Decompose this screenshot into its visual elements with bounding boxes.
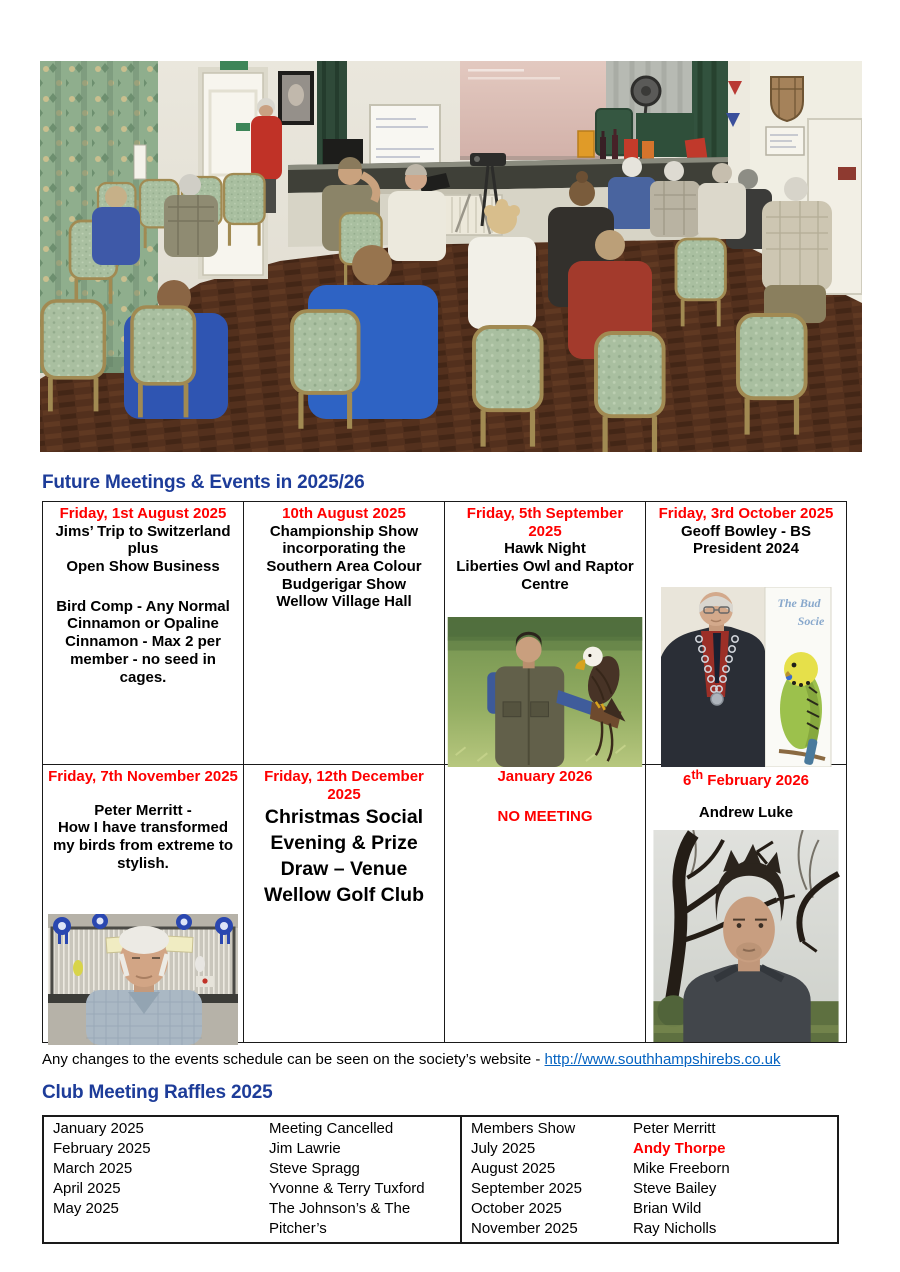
hawk-night-photo: [446, 617, 644, 767]
events-table: [42, 501, 847, 1043]
raffle-row: [44, 1119, 460, 1139]
event-cell-aug10: [244, 502, 445, 765]
raffle-month: April 2025: [53, 1180, 121, 1197]
event-paragraph: Christmas Social Evening & Prize Draw – Venue Wellow Golf Club: [264, 806, 424, 906]
event-paragraph: Bird Comp - Any Normal Cinnamon or Opaline Cinnamon - Max 2 per member - no seed in cages.: [56, 597, 230, 686]
event-line: Wellow Village Hall: [276, 593, 412, 611]
raffle-winner: Jim Lawrie: [269, 1140, 341, 1157]
raffle-winner: Steve Bailey: [633, 1180, 717, 1197]
raffles-table: [42, 1115, 839, 1244]
peter-merritt-photo: [47, 914, 239, 1045]
raffle-month: November 2025: [471, 1220, 578, 1237]
raffle-row: [462, 1119, 837, 1139]
raffle-month: July 2025: [471, 1140, 536, 1157]
raffle-winner-highlighted: Andy Thorpe: [633, 1140, 726, 1157]
event-line: Open Show Business: [66, 558, 220, 576]
event-cell-sep5: [445, 502, 646, 765]
banner-text: The Bud: [777, 596, 821, 610]
raffle-row: [44, 1179, 460, 1199]
event-paragraph: Championship Show incorporating the Southern Area Colour Budgerigar Show: [266, 522, 422, 593]
event-cell-oct3: [646, 502, 847, 765]
event-date: Friday, 5th September 2025: [466, 505, 624, 540]
raffle-winner: Steve Spragg: [269, 1160, 360, 1177]
raffles-left-column: [44, 1117, 462, 1242]
note-text: Any changes to the events schedule can be seen on the society’s website -: [42, 1051, 545, 1068]
event-line: Jims’ Trip to Switzerland: [55, 522, 231, 540]
banner-text: Socie: [797, 614, 825, 628]
event-date: 6th February 2026: [682, 768, 810, 789]
raffle-row: [44, 1159, 460, 1179]
raffle-row: [44, 1139, 460, 1159]
event-date: Friday, 3rd October 2025: [658, 505, 834, 522]
raffles-right-column: [462, 1117, 837, 1242]
event-line: plus: [127, 540, 159, 558]
hall-photo-illustration: [40, 61, 862, 452]
raffle-row: [462, 1159, 837, 1179]
raffle-winner: Brian Wild: [633, 1200, 702, 1217]
event-paragraph: How I have transformed my birds from extreme to stylish.: [52, 819, 234, 872]
raffle-winner: Ray Nicholls: [633, 1220, 717, 1237]
raffle-month: February 2025: [53, 1140, 151, 1157]
event-cell-nov7: [43, 765, 244, 1043]
event-cell-feb2026: [646, 765, 847, 1043]
geoff-bowley-photo: [660, 587, 832, 767]
event-date: 10th August 2025: [282, 505, 406, 522]
raffle-month: October 2025: [471, 1200, 562, 1217]
event-line: Hawk Night: [504, 540, 586, 558]
raffle-month: March 2025: [53, 1160, 133, 1177]
raffle-month: Members Show: [471, 1120, 576, 1137]
raffle-winner: Mike Freeborn: [633, 1160, 730, 1177]
raffle-row: [462, 1179, 837, 1199]
event-date: Friday, 7th November 2025: [48, 768, 238, 785]
event-line: Liberties Owl and Raptor Centre: [456, 558, 634, 593]
event-cell-aug1: [43, 502, 244, 765]
event-cell-dec12: [244, 765, 445, 1043]
event-date: Friday, 1st August 2025: [59, 505, 227, 522]
raffle-month: May 2025: [53, 1200, 119, 1217]
events-heading: Future Meetings & Events in 2025/26: [42, 472, 365, 493]
society-website-link[interactable]: http://www.southhampshirebs.co.uk: [544, 1051, 781, 1068]
raffle-row: [462, 1139, 837, 1159]
no-meeting-label: NO MEETING: [497, 807, 593, 825]
raffle-month: August 2025: [471, 1160, 556, 1177]
raffle-row: [462, 1199, 837, 1219]
raffle-row: [462, 1219, 837, 1239]
event-line: Peter Merritt -: [94, 801, 192, 819]
andrew-luke-photo: [652, 830, 840, 1042]
raffle-winner: Yvonne & Terry Tuxford: [269, 1180, 425, 1197]
event-paragraph: Geoff Bowley - BS President 2024: [680, 522, 811, 558]
raffle-winner: Peter Merritt: [633, 1120, 716, 1137]
raffle-row: [44, 1199, 460, 1239]
event-cell-jan2026: [445, 765, 646, 1043]
raffle-winner: The Johnson’s & The Pitcher’s: [269, 1200, 411, 1237]
raffles-heading: Club Meeting Raffles 2025: [42, 1082, 273, 1103]
event-date: January 2026: [497, 768, 593, 785]
event-line: Andrew Luke: [698, 803, 794, 821]
raffle-winner: Meeting Cancelled: [269, 1120, 394, 1137]
event-date: Friday, 12th December 2025: [264, 768, 424, 803]
events-note: [42, 1051, 862, 1068]
raffle-month: September 2025: [471, 1180, 582, 1197]
club-meeting-hall-photo: [40, 61, 862, 452]
raffle-month: January 2025: [53, 1120, 144, 1137]
